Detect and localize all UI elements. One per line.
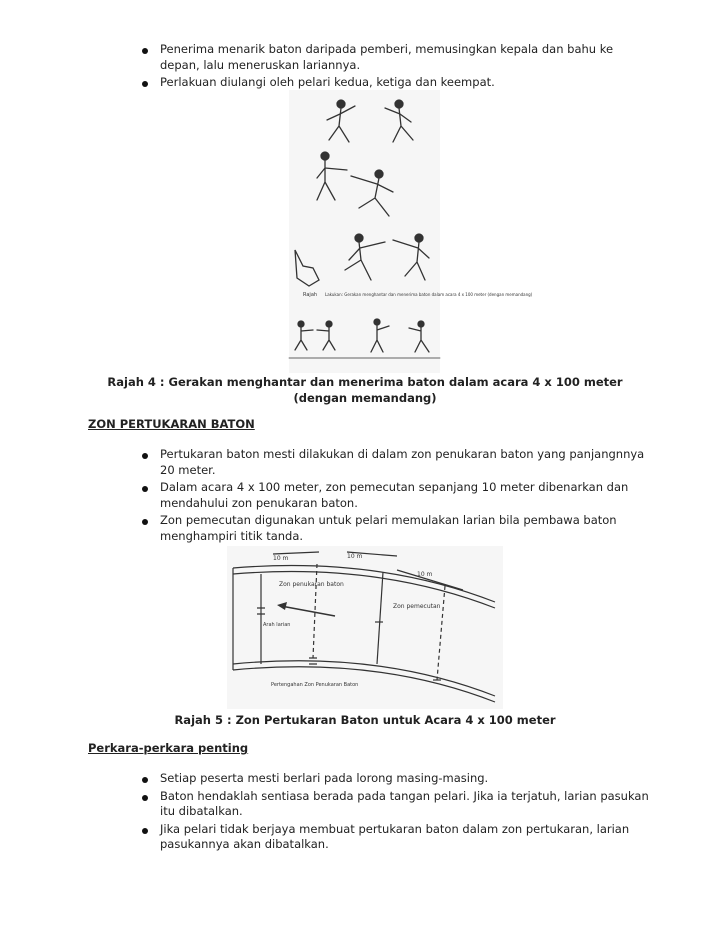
zone-change-label: Zon penukaran baton bbox=[279, 581, 344, 588]
dim-mid-label: 10 m bbox=[347, 553, 363, 560]
list-item: Dalam acara 4 x 100 meter, zon pemecutan sepanjang 10 meter dibenarkan dan mendahului zon penukaran baton. bbox=[130, 480, 650, 511]
direction-label: Arah larian bbox=[263, 622, 291, 628]
list-item: Zon pemecutan digunakan untuk pelari memulakan larian bila pembawa baton menghampiri titik tanda. bbox=[130, 513, 650, 544]
dim-right-label: 10 m bbox=[417, 571, 433, 578]
inset-label: Rajah bbox=[303, 292, 318, 298]
figure-exchange-zone bbox=[227, 546, 503, 709]
section-heading: Perkara-perkara penting bbox=[88, 741, 249, 755]
caption-line: Rajah 4 : Gerakan menghantar dan menerima baton dalam acara 4 x 100 meter bbox=[107, 375, 623, 389]
bullet-icon bbox=[142, 81, 148, 87]
arrow-head-icon bbox=[277, 602, 287, 610]
list-item: Pertukaran baton mesti dilakukan di dalam zon penukaran baton yang panjangnnya 20 meter. bbox=[130, 447, 650, 478]
relay-runners-drawing bbox=[289, 90, 533, 373]
bullet-icon bbox=[142, 519, 148, 525]
list-item: Perlakuan diulangi oleh pelari kedua, ketiga dan keempat. bbox=[130, 75, 650, 91]
dim-left-label: 10 m bbox=[273, 555, 289, 562]
exchange-zone-diagram bbox=[227, 546, 503, 709]
bullet-icon bbox=[142, 486, 148, 492]
zone-accel-label: Zon pemecutan bbox=[393, 603, 441, 610]
bullet-icon bbox=[142, 828, 148, 834]
list-item: Baton hendaklah sentiasa berada pada tangan pelari. Jika ia terjatuh, larian pasukan itu dibatalkan. bbox=[130, 789, 650, 820]
bullet-icon bbox=[142, 795, 148, 801]
zon-bullet-list bbox=[130, 447, 650, 544]
bullet-icon bbox=[142, 777, 148, 783]
figure4-caption bbox=[80, 374, 650, 406]
middle-line-label: Pertengahan Zon Penukaran Baton bbox=[271, 682, 359, 688]
list-item: Jika pelari tidak berjaya membuat pertukaran baton dalam zon pertukaran, larian pasukannya akan dibatalkan. bbox=[130, 822, 650, 853]
list-item: Setiap peserta mesti berlari pada lorong masing-masing. bbox=[130, 771, 650, 787]
list-item: Penerima menarik baton daripada pemberi, memusingkan kepala dan bahu ke depan, lalu meneruskan lariannya. bbox=[130, 42, 650, 73]
penting-bullet-list bbox=[130, 771, 650, 853]
figure-relay-illustration bbox=[289, 90, 533, 373]
caption-line: (dengan memandang) bbox=[293, 391, 437, 405]
section-heading: ZON PERTUKARAN BATON bbox=[88, 417, 255, 431]
bullet-icon bbox=[142, 48, 148, 54]
top-bullet-list bbox=[130, 42, 650, 91]
figure5-caption: Rajah 5 : Zon Pertukaran Baton untuk Acara 4 x 100 meter bbox=[174, 713, 556, 727]
bullet-icon bbox=[142, 453, 148, 459]
inset-text: Lakukan: Gerakan menghantar dan menerima baton dalam acara 4 x 100 meter (dengan memandang) bbox=[325, 292, 533, 297]
